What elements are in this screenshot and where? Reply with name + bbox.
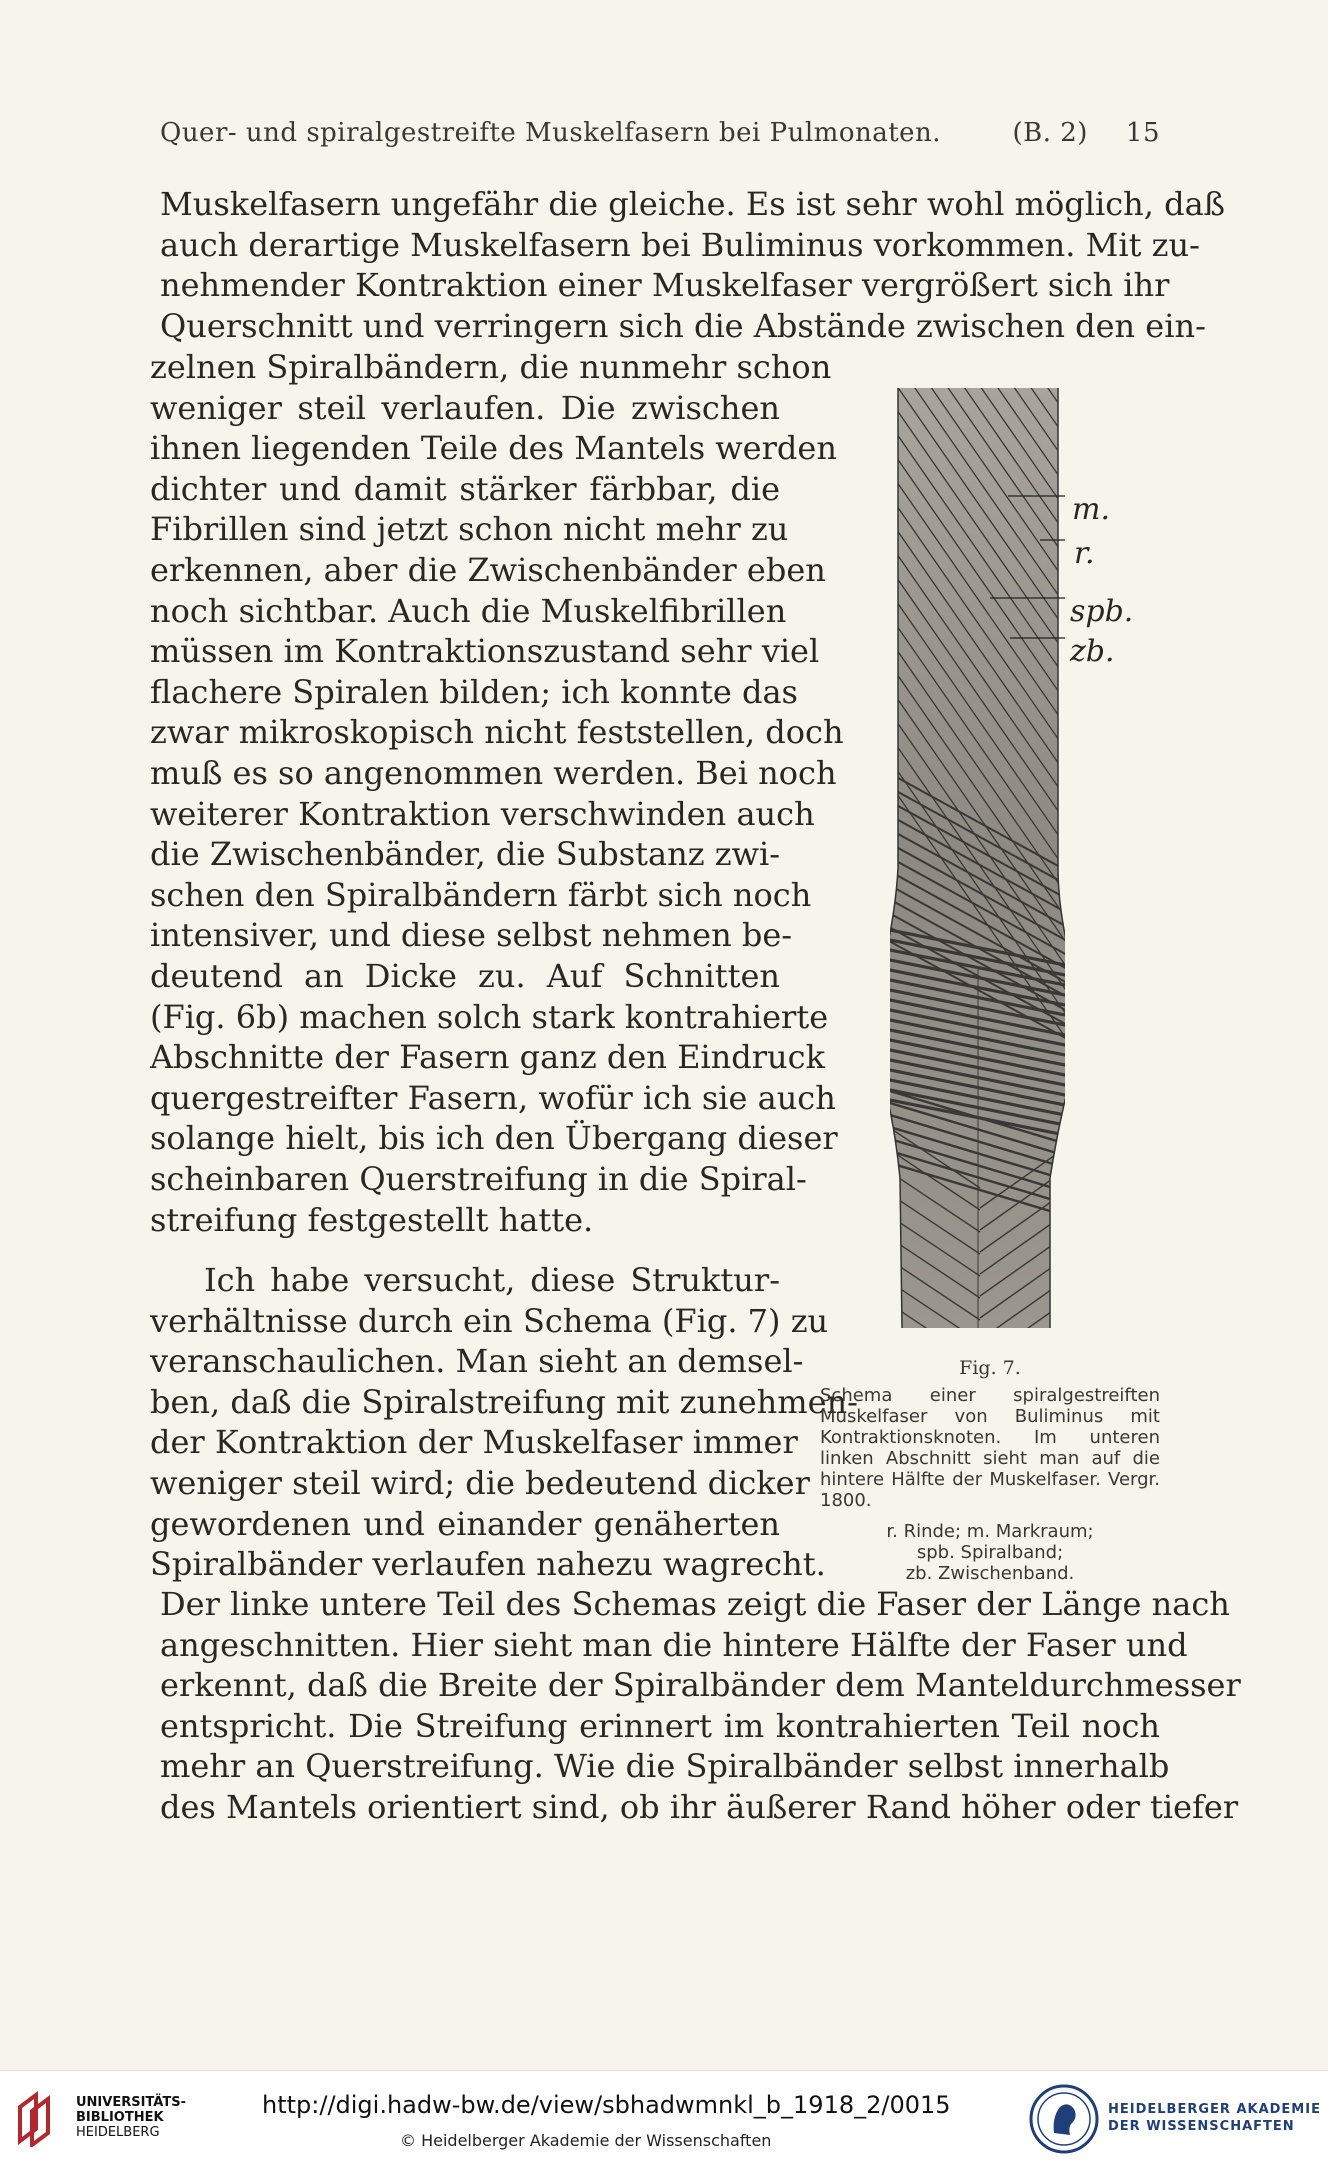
page-number: 15 bbox=[1125, 118, 1160, 148]
text-line: Spiralbänder verlaufen nahezu wagrecht. bbox=[150, 1545, 826, 1584]
text-line: dichter und damit stärker färbbar, die bbox=[150, 469, 780, 508]
caption-legend-line: spb. Spiralband; bbox=[916, 1542, 1064, 1563]
label-r: r. bbox=[1074, 536, 1095, 571]
digitization-footer bbox=[0, 2070, 1328, 2165]
text-line: zwar mikroskopisch nicht feststellen, doch bbox=[150, 713, 844, 752]
text-line: streifung festgestellt hatte. bbox=[150, 1200, 594, 1239]
text-line: weiterer Kontraktion verschwinden auch bbox=[150, 794, 815, 833]
text-line: intensiver, und diese selbst nehmen be- bbox=[150, 916, 793, 955]
text-line: nehmender Kontraktion einer Muskelfaser vergrößert sich ihr bbox=[160, 266, 1170, 305]
label-zb: zb. bbox=[1070, 634, 1115, 669]
library-line: HEIDELBERG bbox=[76, 2125, 160, 2140]
text-line: der Kontraktion der Muskelfaser immer bbox=[150, 1423, 798, 1462]
running-title: Quer- und spiralgestreifte Muskelfasern bei Pulmonaten. bbox=[160, 118, 942, 148]
academy-line: DER WISSENSCHAFTEN bbox=[1108, 2119, 1295, 2134]
text-line: schen den Spiralbändern färbt sich noch bbox=[150, 875, 812, 914]
text-line: Ich habe versucht, diese Struktur- bbox=[204, 1261, 780, 1299]
running-header bbox=[160, 118, 1160, 148]
library-line: UNIVERSITÄTS- bbox=[76, 2095, 186, 2110]
text-line: Fibrillen sind jetzt schon nicht mehr zu bbox=[150, 510, 789, 549]
text-line: veranschaulichen. Man sieht an demsel- bbox=[150, 1342, 804, 1381]
muscle-fiber-schema bbox=[890, 388, 1065, 1328]
caption-title: Fig. 7. bbox=[959, 1357, 1021, 1379]
label-m: m. bbox=[1072, 492, 1110, 527]
text-line: weniger steil verlaufen. Die zwischen bbox=[150, 388, 780, 427]
copyright-notice: © Heidelberger Akademie der Wissenschaften bbox=[400, 2131, 772, 2150]
academy-name bbox=[1108, 2101, 1321, 2135]
text-line: flachere Spiralen bilden; ich konnte das bbox=[150, 672, 798, 711]
caption-body: Schema einer spiralgestreiften Muskelfaser von Buliminus mit Kontraktionsknoten. Im unteren linken Abschnitt sieht man auf die hintere Hälfte der Muskelfaser. Vergr. 1800. bbox=[820, 1385, 1160, 1511]
text-line: entspricht. Die Streifung erinnert im kontrahierten Teil noch bbox=[160, 1706, 1160, 1745]
figure-caption bbox=[820, 1358, 1160, 1584]
text-line: mehr an Querstreifung. Wie die Spiralbänder selbst innerhalb bbox=[160, 1747, 1170, 1786]
academy-line: HEIDELBERGER AKADEMIE bbox=[1108, 2102, 1321, 2117]
text-line: zelnen Spiralbändern, die nunmehr schon bbox=[150, 348, 832, 386]
figure-7-drawing bbox=[890, 388, 1065, 1328]
university-library-logo-icon bbox=[14, 2091, 64, 2147]
text-line: Abschnitte der Fasern ganz den Eindruck bbox=[150, 1038, 825, 1077]
text-line: angeschnitten. Hier sieht man die hintere Hälfte der Faser und bbox=[160, 1625, 1188, 1664]
text-line: Der linke untere Teil des Schemas zeigt die Faser der Länge nach bbox=[160, 1585, 1230, 1623]
text-line: müssen im Kontraktionszustand sehr viel bbox=[150, 632, 820, 671]
text-line: Querschnitt und verringern sich die Abstände zwischen den ein- bbox=[160, 306, 1206, 345]
text-line: gewordenen und einander genäherten bbox=[150, 1504, 780, 1543]
text-line: scheinbaren Querstreifung in die Spiral- bbox=[150, 1160, 807, 1198]
text-line: die Zwischenbänder, die Substanz zwi- bbox=[150, 835, 781, 874]
academy-seal-icon bbox=[1028, 2083, 1100, 2155]
text-line: ihnen liegenden Teile des Mantels werden bbox=[150, 429, 837, 468]
text-line: weniger steil wird; die bedeutend dicker bbox=[150, 1464, 810, 1502]
text-line: muß es so angenommen werden. Bei noch bbox=[150, 754, 837, 792]
caption-legend-line: zb. Zwischenband. bbox=[905, 1563, 1075, 1584]
text-line: erkennen, aber die Zwischenbänder eben bbox=[150, 551, 826, 589]
text-line: erkennt, daß die Breite der Spiralbänder dem Manteldurchmesser bbox=[160, 1666, 1241, 1705]
university-library-name bbox=[76, 2095, 186, 2140]
text-line: des Mantels orientiert sind, ob ihr äußerer Rand höher oder tiefer bbox=[160, 1788, 1239, 1826]
text-line: noch sichtbar. Auch die Muskelfibrillen bbox=[150, 591, 787, 630]
library-line: BIBLIOTHEK bbox=[76, 2110, 164, 2125]
text-line: verhältnisse durch ein Schema (Fig. 7) zu bbox=[150, 1301, 829, 1340]
permalink-url[interactable]: http://digi.hadw-bw.de/view/sbhadwmnkl_b_1918_2/0015 bbox=[262, 2091, 951, 2119]
text-line: (Fig. 6b) machen solch stark kontrahierte bbox=[150, 997, 829, 1036]
caption-legend-line: r. Rinde; m. Markraum; bbox=[886, 1521, 1094, 1542]
label-spb: spb. bbox=[1070, 594, 1134, 629]
text-line: auch derartige Muskelfasern bei Buliminus vorkommen. Mit zu- bbox=[160, 225, 1200, 264]
text-line: solange hielt, bis ich den Übergang dieser bbox=[150, 1119, 838, 1158]
text-line: deutend an Dicke zu. Auf Schnitten bbox=[150, 957, 780, 995]
text-line: Muskelfasern ungefähr die gleiche. Es ist sehr wohl möglich, daß bbox=[160, 185, 1226, 223]
text-line: quergestreifter Fasern, wofür ich sie auch bbox=[150, 1078, 836, 1117]
caption-legend bbox=[820, 1521, 1160, 1584]
text-line: ben, daß die Spiralstreifung mit zunehmen- bbox=[150, 1382, 858, 1421]
section-number: (B. 2) bbox=[1012, 118, 1088, 148]
